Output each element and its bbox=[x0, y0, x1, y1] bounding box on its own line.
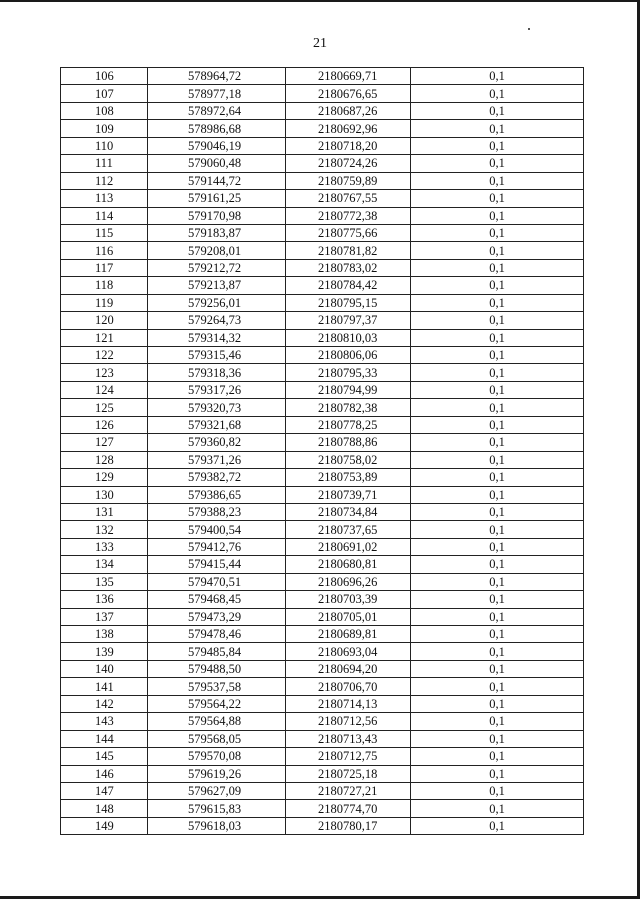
x-coordinate-cell: 579488,50 bbox=[148, 660, 286, 677]
y-coordinate-cell: 2180775,66 bbox=[286, 224, 411, 241]
table-row bbox=[61, 521, 584, 538]
point-number-cell: 116 bbox=[61, 242, 148, 259]
y-coordinate-cell: 2180669,71 bbox=[286, 68, 411, 85]
table-row bbox=[61, 329, 584, 346]
precision-cell: 0,1 bbox=[411, 259, 584, 276]
table-row bbox=[61, 347, 584, 364]
table-row bbox=[61, 224, 584, 241]
point-number-cell: 139 bbox=[61, 643, 148, 660]
y-coordinate-cell: 2180705,01 bbox=[286, 608, 411, 625]
point-number-cell: 126 bbox=[61, 416, 148, 433]
x-coordinate-cell: 579161,25 bbox=[148, 190, 286, 207]
precision-cell: 0,1 bbox=[411, 469, 584, 486]
y-coordinate-cell: 2180739,71 bbox=[286, 486, 411, 503]
x-coordinate-cell: 579415,44 bbox=[148, 556, 286, 573]
point-number-cell: 108 bbox=[61, 102, 148, 119]
table-row bbox=[61, 102, 584, 119]
precision-cell: 0,1 bbox=[411, 207, 584, 224]
x-coordinate-cell: 579537,58 bbox=[148, 678, 286, 695]
x-coordinate-cell: 579060,48 bbox=[148, 155, 286, 172]
y-coordinate-cell: 2180703,39 bbox=[286, 591, 411, 608]
table-row bbox=[61, 817, 584, 834]
point-number-cell: 106 bbox=[61, 68, 148, 85]
x-coordinate-cell: 579315,46 bbox=[148, 347, 286, 364]
point-number-cell: 123 bbox=[61, 364, 148, 381]
x-coordinate-cell: 579264,73 bbox=[148, 312, 286, 329]
y-coordinate-cell: 2180781,82 bbox=[286, 242, 411, 259]
point-number-cell: 113 bbox=[61, 190, 148, 207]
table-row bbox=[61, 451, 584, 468]
y-coordinate-cell: 2180758,02 bbox=[286, 451, 411, 468]
page-number: 21 bbox=[313, 36, 327, 51]
point-number-cell: 119 bbox=[61, 294, 148, 311]
table-row bbox=[61, 277, 584, 294]
table-row bbox=[61, 155, 584, 172]
y-coordinate-cell: 2180795,33 bbox=[286, 364, 411, 381]
y-coordinate-cell: 2180676,65 bbox=[286, 85, 411, 102]
precision-cell: 0,1 bbox=[411, 120, 584, 137]
table-row bbox=[61, 137, 584, 154]
y-coordinate-cell: 2180718,20 bbox=[286, 137, 411, 154]
precision-cell: 0,1 bbox=[411, 660, 584, 677]
point-number-cell: 129 bbox=[61, 469, 148, 486]
point-number-cell: 115 bbox=[61, 224, 148, 241]
point-number-cell: 124 bbox=[61, 381, 148, 398]
x-coordinate-cell: 579371,26 bbox=[148, 451, 286, 468]
precision-cell: 0,1 bbox=[411, 294, 584, 311]
point-number-cell: 143 bbox=[61, 713, 148, 730]
point-number-cell: 147 bbox=[61, 782, 148, 799]
x-coordinate-cell: 579570,08 bbox=[148, 748, 286, 765]
precision-cell: 0,1 bbox=[411, 347, 584, 364]
point-number-cell: 133 bbox=[61, 538, 148, 555]
x-coordinate-cell: 579619,26 bbox=[148, 765, 286, 782]
x-coordinate-cell: 579360,82 bbox=[148, 434, 286, 451]
x-coordinate-cell: 579468,45 bbox=[148, 591, 286, 608]
point-number-cell: 140 bbox=[61, 660, 148, 677]
precision-cell: 0,1 bbox=[411, 765, 584, 782]
table-row bbox=[61, 695, 584, 712]
point-number-cell: 130 bbox=[61, 486, 148, 503]
precision-cell: 0,1 bbox=[411, 102, 584, 119]
table-row bbox=[61, 416, 584, 433]
precision-cell: 0,1 bbox=[411, 678, 584, 695]
point-number-cell: 128 bbox=[61, 451, 148, 468]
table-row bbox=[61, 207, 584, 224]
table-row bbox=[61, 573, 584, 590]
y-coordinate-cell: 2180725,18 bbox=[286, 765, 411, 782]
precision-cell: 0,1 bbox=[411, 486, 584, 503]
precision-cell: 0,1 bbox=[411, 782, 584, 799]
x-coordinate-cell: 578964,72 bbox=[148, 68, 286, 85]
point-number-cell: 144 bbox=[61, 730, 148, 747]
point-number-cell: 146 bbox=[61, 765, 148, 782]
point-number-cell: 141 bbox=[61, 678, 148, 695]
y-coordinate-cell: 2180778,25 bbox=[286, 416, 411, 433]
y-coordinate-cell: 2180724,26 bbox=[286, 155, 411, 172]
precision-cell: 0,1 bbox=[411, 68, 584, 85]
x-coordinate-cell: 579386,65 bbox=[148, 486, 286, 503]
y-coordinate-cell: 2180727,21 bbox=[286, 782, 411, 799]
y-coordinate-cell: 2180759,89 bbox=[286, 172, 411, 189]
x-coordinate-cell: 579568,05 bbox=[148, 730, 286, 747]
y-coordinate-cell: 2180714,13 bbox=[286, 695, 411, 712]
coordinates-table bbox=[60, 67, 584, 835]
table-row bbox=[61, 259, 584, 276]
point-number-cell: 118 bbox=[61, 277, 148, 294]
x-coordinate-cell: 579618,03 bbox=[148, 817, 286, 834]
precision-cell: 0,1 bbox=[411, 591, 584, 608]
y-coordinate-cell: 2180782,38 bbox=[286, 399, 411, 416]
x-coordinate-cell: 579321,68 bbox=[148, 416, 286, 433]
table-row bbox=[61, 242, 584, 259]
table-row bbox=[61, 399, 584, 416]
point-number-cell: 148 bbox=[61, 800, 148, 817]
precision-cell: 0,1 bbox=[411, 643, 584, 660]
table-row bbox=[61, 800, 584, 817]
precision-cell: 0,1 bbox=[411, 172, 584, 189]
point-number-cell: 132 bbox=[61, 521, 148, 538]
table-row bbox=[61, 782, 584, 799]
precision-cell: 0,1 bbox=[411, 155, 584, 172]
x-coordinate-cell: 579412,76 bbox=[148, 538, 286, 555]
x-coordinate-cell: 579388,23 bbox=[148, 503, 286, 520]
x-coordinate-cell: 579478,46 bbox=[148, 626, 286, 643]
x-coordinate-cell: 578972,64 bbox=[148, 102, 286, 119]
x-coordinate-cell: 579627,09 bbox=[148, 782, 286, 799]
table-row bbox=[61, 765, 584, 782]
point-number-cell: 111 bbox=[61, 155, 148, 172]
x-coordinate-cell: 579564,88 bbox=[148, 713, 286, 730]
x-coordinate-cell: 579046,19 bbox=[148, 137, 286, 154]
table-row bbox=[61, 608, 584, 625]
y-coordinate-cell: 2180788,86 bbox=[286, 434, 411, 451]
precision-cell: 0,1 bbox=[411, 503, 584, 520]
point-number-cell: 135 bbox=[61, 573, 148, 590]
precision-cell: 0,1 bbox=[411, 800, 584, 817]
precision-cell: 0,1 bbox=[411, 329, 584, 346]
point-number-cell: 114 bbox=[61, 207, 148, 224]
y-coordinate-cell: 2180713,43 bbox=[286, 730, 411, 747]
point-number-cell: 145 bbox=[61, 748, 148, 765]
y-coordinate-cell: 2180774,70 bbox=[286, 800, 411, 817]
y-coordinate-cell: 2180737,65 bbox=[286, 521, 411, 538]
precision-cell: 0,1 bbox=[411, 451, 584, 468]
x-coordinate-cell: 579473,29 bbox=[148, 608, 286, 625]
y-coordinate-cell: 2180712,56 bbox=[286, 713, 411, 730]
precision-cell: 0,1 bbox=[411, 364, 584, 381]
y-coordinate-cell: 2180810,03 bbox=[286, 329, 411, 346]
y-coordinate-cell: 2180783,02 bbox=[286, 259, 411, 276]
point-number-cell: 109 bbox=[61, 120, 148, 137]
point-number-cell: 125 bbox=[61, 399, 148, 416]
x-coordinate-cell: 579183,87 bbox=[148, 224, 286, 241]
precision-cell: 0,1 bbox=[411, 626, 584, 643]
table-row bbox=[61, 713, 584, 730]
x-coordinate-cell: 579317,26 bbox=[148, 381, 286, 398]
table-row bbox=[61, 68, 584, 85]
y-coordinate-cell: 2180712,75 bbox=[286, 748, 411, 765]
y-coordinate-cell: 2180772,38 bbox=[286, 207, 411, 224]
table-row bbox=[61, 486, 584, 503]
table-row bbox=[61, 730, 584, 747]
table-row bbox=[61, 469, 584, 486]
precision-cell: 0,1 bbox=[411, 608, 584, 625]
table-row bbox=[61, 364, 584, 381]
x-coordinate-cell: 579615,83 bbox=[148, 800, 286, 817]
precision-cell: 0,1 bbox=[411, 713, 584, 730]
point-number-cell: 117 bbox=[61, 259, 148, 276]
precision-cell: 0,1 bbox=[411, 817, 584, 834]
point-number-cell: 112 bbox=[61, 172, 148, 189]
y-coordinate-cell: 2180734,84 bbox=[286, 503, 411, 520]
table-row bbox=[61, 294, 584, 311]
precision-cell: 0,1 bbox=[411, 224, 584, 241]
x-coordinate-cell: 579144,72 bbox=[148, 172, 286, 189]
x-coordinate-cell: 579170,98 bbox=[148, 207, 286, 224]
y-coordinate-cell: 2180693,04 bbox=[286, 643, 411, 660]
point-number-cell: 120 bbox=[61, 312, 148, 329]
point-number-cell: 137 bbox=[61, 608, 148, 625]
y-coordinate-cell: 2180687,26 bbox=[286, 102, 411, 119]
y-coordinate-cell: 2180691,02 bbox=[286, 538, 411, 555]
point-number-cell: 142 bbox=[61, 695, 148, 712]
x-coordinate-cell: 579213,87 bbox=[148, 277, 286, 294]
y-coordinate-cell: 2180767,55 bbox=[286, 190, 411, 207]
table-row bbox=[61, 172, 584, 189]
y-coordinate-cell: 2180780,17 bbox=[286, 817, 411, 834]
table-row bbox=[61, 591, 584, 608]
x-coordinate-cell: 578986,68 bbox=[148, 120, 286, 137]
x-coordinate-cell: 579318,36 bbox=[148, 364, 286, 381]
y-coordinate-cell: 2180706,70 bbox=[286, 678, 411, 695]
point-number-cell: 122 bbox=[61, 347, 148, 364]
y-coordinate-cell: 2180680,81 bbox=[286, 556, 411, 573]
y-coordinate-cell: 2180794,99 bbox=[286, 381, 411, 398]
y-coordinate-cell: 2180784,42 bbox=[286, 277, 411, 294]
x-coordinate-cell: 579208,01 bbox=[148, 242, 286, 259]
y-coordinate-cell: 2180806,06 bbox=[286, 347, 411, 364]
y-coordinate-cell: 2180692,96 bbox=[286, 120, 411, 137]
x-coordinate-cell: 579382,72 bbox=[148, 469, 286, 486]
precision-cell: 0,1 bbox=[411, 573, 584, 590]
table-row bbox=[61, 626, 584, 643]
x-coordinate-cell: 579256,01 bbox=[148, 294, 286, 311]
precision-cell: 0,1 bbox=[411, 730, 584, 747]
point-number-cell: 138 bbox=[61, 626, 148, 643]
table-row bbox=[61, 312, 584, 329]
point-number-cell: 107 bbox=[61, 85, 148, 102]
precision-cell: 0,1 bbox=[411, 137, 584, 154]
precision-cell: 0,1 bbox=[411, 277, 584, 294]
coordinates-table-body bbox=[61, 68, 584, 835]
precision-cell: 0,1 bbox=[411, 434, 584, 451]
table-row bbox=[61, 120, 584, 137]
table-row bbox=[61, 85, 584, 102]
precision-cell: 0,1 bbox=[411, 556, 584, 573]
point-number-cell: 136 bbox=[61, 591, 148, 608]
precision-cell: 0,1 bbox=[411, 538, 584, 555]
y-coordinate-cell: 2180689,81 bbox=[286, 626, 411, 643]
precision-cell: 0,1 bbox=[411, 381, 584, 398]
x-coordinate-cell: 579320,73 bbox=[148, 399, 286, 416]
table-row bbox=[61, 678, 584, 695]
table-row bbox=[61, 660, 584, 677]
point-number-cell: 110 bbox=[61, 137, 148, 154]
y-coordinate-cell: 2180696,26 bbox=[286, 573, 411, 590]
x-coordinate-cell: 579314,32 bbox=[148, 329, 286, 346]
precision-cell: 0,1 bbox=[411, 748, 584, 765]
table-row bbox=[61, 538, 584, 555]
precision-cell: 0,1 bbox=[411, 695, 584, 712]
y-coordinate-cell: 2180795,15 bbox=[286, 294, 411, 311]
x-coordinate-cell: 579212,72 bbox=[148, 259, 286, 276]
precision-cell: 0,1 bbox=[411, 312, 584, 329]
table-row bbox=[61, 643, 584, 660]
y-coordinate-cell: 2180797,37 bbox=[286, 312, 411, 329]
y-coordinate-cell: 2180753,89 bbox=[286, 469, 411, 486]
precision-cell: 0,1 bbox=[411, 399, 584, 416]
scan-edge-top bbox=[0, 0, 640, 2]
table-row bbox=[61, 503, 584, 520]
x-coordinate-cell: 579470,51 bbox=[148, 573, 286, 590]
x-coordinate-cell: 579485,84 bbox=[148, 643, 286, 660]
x-coordinate-cell: 578977,18 bbox=[148, 85, 286, 102]
point-number-cell: 131 bbox=[61, 503, 148, 520]
precision-cell: 0,1 bbox=[411, 190, 584, 207]
point-number-cell: 127 bbox=[61, 434, 148, 451]
table-row bbox=[61, 748, 584, 765]
point-number-cell: 149 bbox=[61, 817, 148, 834]
table-row bbox=[61, 381, 584, 398]
table-row bbox=[61, 434, 584, 451]
table-row bbox=[61, 190, 584, 207]
x-coordinate-cell: 579564,22 bbox=[148, 695, 286, 712]
y-coordinate-cell: 2180694,20 bbox=[286, 660, 411, 677]
point-number-cell: 121 bbox=[61, 329, 148, 346]
x-coordinate-cell: 579400,54 bbox=[148, 521, 286, 538]
precision-cell: 0,1 bbox=[411, 521, 584, 538]
scan-speck bbox=[528, 28, 530, 30]
precision-cell: 0,1 bbox=[411, 85, 584, 102]
precision-cell: 0,1 bbox=[411, 416, 584, 433]
precision-cell: 0,1 bbox=[411, 242, 584, 259]
table-row bbox=[61, 556, 584, 573]
point-number-cell: 134 bbox=[61, 556, 148, 573]
